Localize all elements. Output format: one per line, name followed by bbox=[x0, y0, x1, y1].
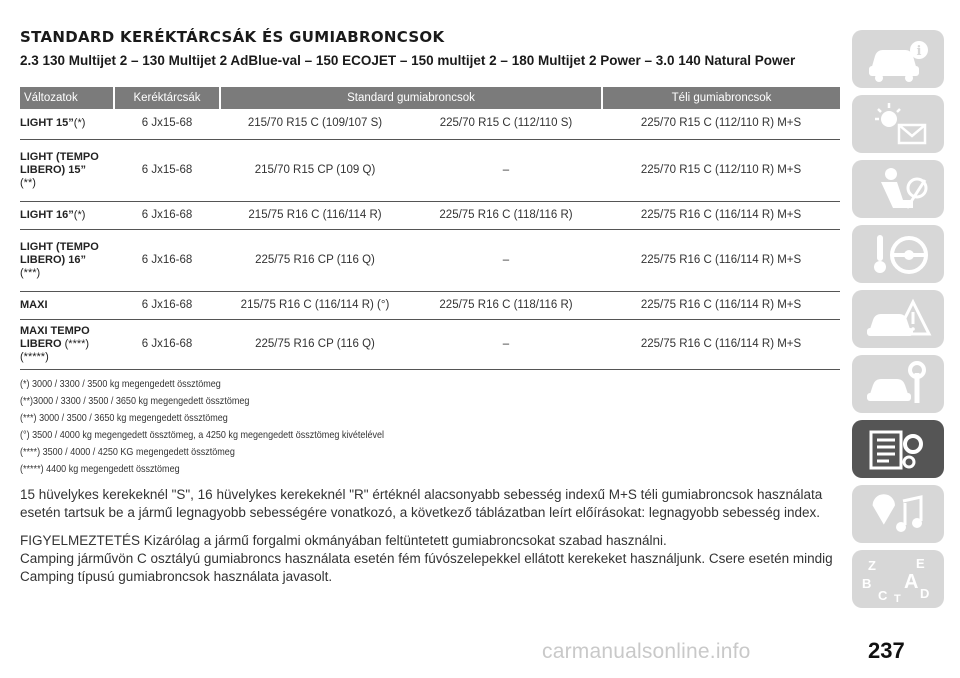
variant-cell: LIGHT 16”(*) bbox=[20, 201, 114, 229]
footnote: (°) 3500 / 4000 kg megengedett össztömeg, a 4250 kg megengedett össztömeg kivételével bbox=[20, 428, 385, 441]
maintenance-wrench-icon bbox=[863, 361, 933, 407]
tyre-table bbox=[20, 87, 840, 370]
standard-tyre-alt-cell: – bbox=[410, 139, 602, 201]
variant-cell: LIGHT (TEMPO LIBERO) 16” (***) bbox=[20, 229, 114, 291]
page-subtitle: 2.3 130 Multijet 2 – 130 Multijet 2 AdBlue-val – 150 ECOJET – 150 multijet 2 – 180 Multijet 2 Power – 3.0 140 Natural Power bbox=[20, 53, 796, 68]
car-info-icon bbox=[863, 36, 933, 82]
variant-cell: LIGHT 15”(*) bbox=[20, 109, 114, 139]
table-row bbox=[20, 201, 840, 229]
standard-tyre-alt-cell: – bbox=[410, 229, 602, 291]
standard-tyre-cell: 225/75 R16 CP (116 Q) bbox=[220, 229, 410, 291]
variant-cell: MAXI TEMPO LIBERO (****) (*****) bbox=[20, 319, 114, 369]
winter-tyre-cell: 225/70 R15 C (112/110 R) M+S bbox=[602, 109, 840, 139]
header-standard-tyres: Standard gumiabroncsok bbox=[220, 87, 602, 109]
rim-cell: 6 Jx16-68 bbox=[114, 229, 220, 291]
index-letters-icon bbox=[858, 554, 938, 604]
tab-multimedia[interactable] bbox=[852, 485, 944, 543]
table-header-row bbox=[20, 87, 840, 109]
tab-emergency[interactable] bbox=[852, 290, 944, 348]
rim-cell: 6 Jx15-68 bbox=[114, 109, 220, 139]
standard-tyre-alt-cell: 225/75 R16 C (118/116 R) bbox=[410, 291, 602, 319]
svg-text:i: i bbox=[916, 44, 922, 59]
multimedia-icon bbox=[863, 491, 933, 537]
footnotes bbox=[20, 376, 725, 478]
footnote: (*****) 4400 kg megengedett össztömeg bbox=[20, 462, 180, 475]
table-row bbox=[20, 229, 840, 291]
table-row bbox=[20, 139, 840, 201]
standard-tyre-alt-cell: – bbox=[410, 319, 602, 369]
rim-cell: 6 Jx16-68 bbox=[114, 201, 220, 229]
tab-warning-lights[interactable] bbox=[852, 95, 944, 153]
winter-tyre-cell: 225/75 R16 C (116/114 R) M+S bbox=[602, 201, 840, 229]
chapter-sidebar bbox=[852, 30, 950, 615]
paragraph-speed-index: 15 hüvelykes kerekeknél "S", 16 hüvelykes kerekeknél "R" értéknél alacsonyabb sebesség indexű M+S téli gumiabroncsok használata esetén tartsuk be a jármű legnagyobb sebességére vonatkozó, a következő táblázatban leírt előírásokat: legnagyobb sebesség index. bbox=[20, 486, 823, 520]
footnote: (***) 3000 / 3500 / 3650 kg megengedett össztömeg bbox=[20, 411, 228, 424]
variant-cell: LIGHT (TEMPO LIBERO) 15” (**) bbox=[20, 139, 114, 201]
winter-tyre-cell: 225/75 R16 C (116/114 R) M+S bbox=[602, 291, 840, 319]
warning-lights-icon bbox=[863, 101, 933, 147]
index-letter: C bbox=[878, 588, 888, 603]
footnote: (****) 3500 / 4000 / 4250 KG megengedett össztömeg bbox=[20, 445, 235, 458]
table-row bbox=[20, 319, 840, 369]
watermark: carmanualsonline.info bbox=[542, 640, 751, 663]
paragraph-warning: FIGYELMEZTETÉS Kizárólag a jármű forgalmi okmányában feltüntetett gumiabroncsokat szabad használni. bbox=[20, 532, 667, 548]
standard-tyre-alt-cell: 225/75 R16 C (118/116 R) bbox=[410, 201, 602, 229]
standard-tyre-cell: 215/75 R16 C (116/114 R) bbox=[220, 201, 410, 229]
page-number: 237 bbox=[868, 638, 905, 663]
index-letter: D bbox=[920, 586, 930, 601]
technical-data-icon bbox=[863, 426, 933, 472]
tab-car-info[interactable] bbox=[852, 30, 944, 88]
rim-cell: 6 Jx16-68 bbox=[114, 319, 220, 369]
winter-tyre-cell: 225/75 R16 C (116/114 R) M+S bbox=[602, 229, 840, 291]
standard-tyre-cell: 215/70 R15 C (109/107 S) bbox=[220, 109, 410, 139]
footnote: (*) 3000 / 3300 / 3500 kg megengedett össztömeg bbox=[20, 377, 221, 390]
header-variants: Változatok bbox=[20, 87, 114, 109]
page-title: STANDARD KERÉKTÁRCSÁK ÉS GUMIABRONCSOK bbox=[20, 28, 445, 46]
paragraph-camping: Camping járművön C osztályú gumiabroncs használata esetén fém fúvószelepekkel ellátott kerekeket használjunk. Csere esetén mindig Camping típusú gumiabroncsok használata javasolt. bbox=[20, 550, 833, 584]
breakdown-triangle-icon bbox=[863, 296, 933, 342]
variant-cell: MAXI bbox=[20, 291, 114, 319]
winter-tyre-cell: 225/75 R16 C (116/114 R) M+S bbox=[602, 319, 840, 369]
tab-technical-data[interactable] bbox=[852, 420, 944, 478]
index-letter: A bbox=[904, 571, 919, 593]
airbag-seat-icon bbox=[863, 166, 933, 212]
standard-tyre-cell: 215/70 R15 CP (109 Q) bbox=[220, 139, 410, 201]
rim-cell: 6 Jx16-68 bbox=[114, 291, 220, 319]
standard-tyre-cell: 215/75 R16 C (116/114 R) (°) bbox=[220, 291, 410, 319]
winter-tyre-cell: 225/70 R15 C (112/110 R) M+S bbox=[602, 139, 840, 201]
standard-tyre-alt-cell: 225/70 R15 C (112/110 S) bbox=[410, 109, 602, 139]
tab-safety[interactable] bbox=[852, 160, 944, 218]
standard-tyre-cell: 225/75 R16 CP (116 Q) bbox=[220, 319, 410, 369]
table-row bbox=[20, 109, 840, 139]
tab-maintenance[interactable] bbox=[852, 355, 944, 413]
header-winter-tyres: Téli gumiabroncsok bbox=[602, 87, 840, 109]
tab-starting-driving[interactable] bbox=[852, 225, 944, 283]
rim-cell: 6 Jx15-68 bbox=[114, 139, 220, 201]
steering-wheel-key-icon bbox=[863, 231, 933, 277]
table-row bbox=[20, 291, 840, 319]
footnote: (**)3000 / 3300 / 3500 / 3650 kg megengedett össztömeg bbox=[20, 394, 250, 407]
header-rims: Keréktárcsák bbox=[114, 87, 220, 109]
index-letter: E bbox=[916, 556, 925, 571]
index-letter: B bbox=[862, 576, 872, 591]
page-content bbox=[20, 28, 840, 586]
tab-index[interactable] bbox=[852, 550, 944, 608]
index-letter: Z bbox=[868, 558, 876, 573]
index-letter: T bbox=[894, 593, 901, 604]
